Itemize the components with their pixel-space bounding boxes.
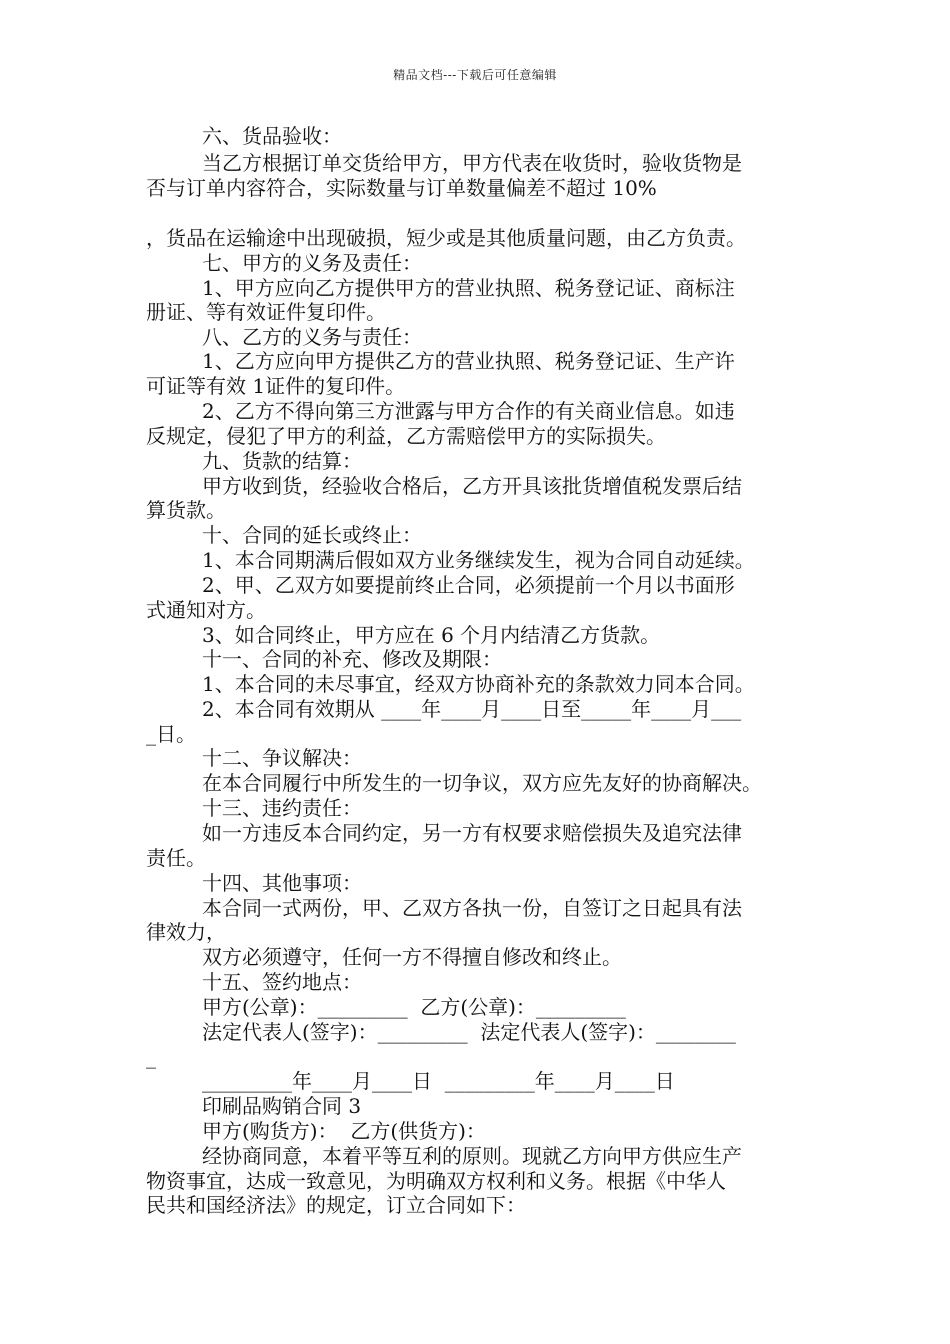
doc-line: 经协商同意，本着平等互利的原则。现就乙方向甲方供应生产 [202,1144,742,1168]
doc-line: 在本合同履行中所发生的一切争议，双方应先友好的协商解决。 [202,771,762,795]
doc-line: 否与订单内容符合，实际数量与订单数量偏差不超过 10% [146,176,657,200]
doc-line: 十二、争议解决： [202,746,362,770]
doc-line: 甲方收到货，经验收合格后，乙方开具该批货增值税发票后结 [202,474,742,498]
doc-line: 2、本合同有效期从 ____年____月____日至_____年____月___ [202,697,742,721]
doc-line: 十一、合同的补充、修改及期限： [202,647,502,671]
doc-line: 1、本合同的未尽事宜，经双方协商补充的条款效力同本合同。 [202,672,755,696]
doc-line: 九、货款的结算： [202,449,362,473]
doc-line: _ [146,1045,156,1069]
doc-line: 本合同一式两份，甲、乙双方各执一份，自签订之日起具有法 [202,896,742,920]
doc-line: 2、乙方不得向第三方泄露与甲方合作的有关商业信息。如违 [202,399,735,423]
doc-line: ，货品在运输途中出现破损，短少或是其他质量问题，由乙方负责。 [146,226,746,250]
doc-line: 甲方(公章)：_________ 乙方(公章)：_________ [202,995,626,1019]
doc-line: 十五、签约地点： [202,970,362,994]
page-header: 精品文档---下载后可任意编辑 [393,68,557,82]
doc-line: 甲方(购货方)： 乙方(供货方)： [202,1119,486,1143]
doc-line: 1、甲方应向乙方提供甲方的营业执照、税务登记证、商标注 [202,276,735,300]
doc-line: 反规定，侵犯了甲方的利益，乙方需赔偿甲方的实际损失。 [146,424,666,448]
doc-line: 2、甲、乙双方如要提前终止合同，必须提前一个月以书面形 [202,573,735,597]
doc-line: 双方必须遵守，任何一方不得擅自修改和终止。 [202,945,622,969]
doc-line: 1、乙方应向甲方提供乙方的营业执照、税务登记证、生产许 [202,349,735,373]
doc-line: 册证、等有效证件复印件。 [146,300,386,324]
doc-line: _________年____月____日 _________年____月____日 [202,1069,675,1093]
doc-line: 物资事宜，达成一致意见，为明确双方权利和义务。根据《中华人 [146,1169,726,1193]
doc-line: 当乙方根据订单交货给甲方，甲方代表在收货时，验收货物是 [202,151,742,175]
doc-line: 印刷品购销合同 3 [202,1094,362,1118]
doc-line: 责任。 [146,846,206,870]
doc-line: 八、乙方的义务与责任： [202,325,422,349]
doc-line: 法定代表人(签字)：_________ 法定代表人(签字)：________ [202,1020,736,1044]
doc-line: 3、如合同终止，甲方应在 6 个月内结清乙方货款。 [202,623,661,647]
doc-line: _日。 [146,722,196,746]
doc-line: 式通知对方。 [146,598,266,622]
doc-line: 十四、其他事项： [202,871,362,895]
doc-line: 1、本合同期满后假如双方业务继续发生，视为合同自动延续。 [202,548,755,572]
doc-line: 十三、违约责任： [202,796,362,820]
doc-line: 六、货品验收： [202,124,342,148]
doc-line: 十、合同的延长或终止： [202,523,422,547]
doc-line: 民共和国经济法》的规定，订立合同如下： [146,1193,526,1217]
doc-line: 律效力， [146,920,226,944]
doc-line: 算货款。 [146,498,226,522]
doc-line: 七、甲方的义务及责任： [202,251,422,275]
doc-line: 如一方违反本合同约定，另一方有权要求赔偿损失及追究法律 [202,821,742,845]
doc-line: 可证等有效 1证件的复印件。 [146,374,406,398]
